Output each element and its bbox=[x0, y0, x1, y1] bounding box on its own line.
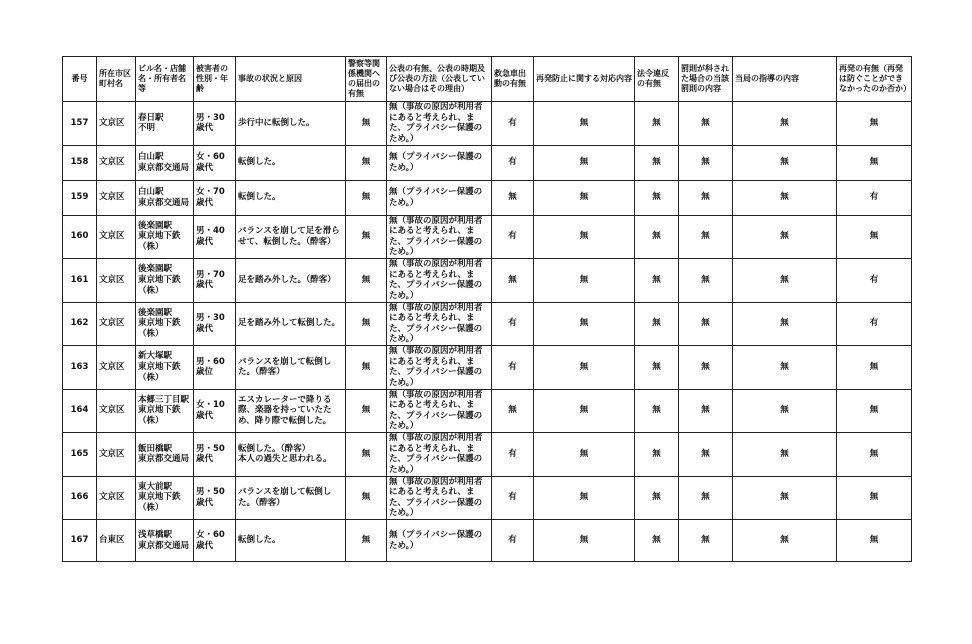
cell-penalty: 無 bbox=[679, 476, 733, 520]
table-row bbox=[63, 476, 912, 520]
cell-building: 白山駅 東京都交通局 bbox=[136, 145, 194, 180]
cell-penalty: 無 bbox=[679, 346, 733, 390]
cell-ambulance: 無 bbox=[492, 259, 534, 303]
cell-situation: 歩行中に転倒した。 bbox=[236, 102, 346, 146]
cell-ward: 文京区 bbox=[97, 302, 136, 346]
cell-prevention: 無 bbox=[534, 302, 635, 346]
cell-publication: 無（プライバシー保護のため。） bbox=[387, 145, 492, 180]
cell-guidance: 無 bbox=[733, 520, 837, 562]
cell-publication: 無（プライバシー保護のため。） bbox=[387, 520, 492, 562]
cell-number: 164 bbox=[63, 389, 97, 433]
cell-publication: 無（プライバシー保護のため。） bbox=[387, 180, 492, 215]
cell-penalty: 無 bbox=[679, 102, 733, 146]
accident-table bbox=[62, 56, 912, 562]
cell-building: 新大塚駅 東京地下鉄（株） bbox=[136, 346, 194, 390]
cell-situation: バランスを崩して転倒した。（酔客） bbox=[236, 476, 346, 520]
cell-ambulance: 有 bbox=[492, 145, 534, 180]
col-header-police: 警察等関係機関への届出の有無 bbox=[346, 57, 387, 102]
table-row bbox=[63, 346, 912, 390]
cell-guidance: 無 bbox=[733, 180, 837, 215]
cell-recurrence: 有 bbox=[837, 180, 912, 215]
cell-ward: 文京区 bbox=[97, 433, 136, 477]
cell-publication: 無（事故の原因が利用者にあると考えられ、また、プライバシー保護のため。） bbox=[387, 302, 492, 346]
cell-publication: 無（事故の原因が利用者にあると考えられ、また、プライバシー保護のため。） bbox=[387, 215, 492, 259]
table-row bbox=[63, 180, 912, 215]
cell-penalty: 無 bbox=[679, 145, 733, 180]
cell-police: 無 bbox=[346, 520, 387, 562]
cell-prevention: 無 bbox=[534, 346, 635, 390]
col-header-guidance: 当局の指導の内容 bbox=[733, 57, 837, 102]
cell-publication: 無（事故の原因が利用者にあると考えられ、また、プライバシー保護のため。） bbox=[387, 476, 492, 520]
cell-victim: 男・50歳代 bbox=[194, 476, 236, 520]
cell-ambulance: 有 bbox=[492, 215, 534, 259]
cell-recurrence: 有 bbox=[837, 259, 912, 303]
cell-police: 無 bbox=[346, 389, 387, 433]
cell-police: 無 bbox=[346, 215, 387, 259]
cell-police: 無 bbox=[346, 476, 387, 520]
cell-police: 無 bbox=[346, 180, 387, 215]
table-row bbox=[63, 145, 912, 180]
cell-publication: 無（事故の原因が利用者にあると考えられ、また、プライバシー保護のため。） bbox=[387, 433, 492, 477]
cell-guidance: 無 bbox=[733, 346, 837, 390]
col-header-building: ビル名・店舗名・所有者名等 bbox=[136, 57, 194, 102]
cell-situation: 足を踏み外した。（酔客） bbox=[236, 259, 346, 303]
accident-report-sheet bbox=[62, 56, 911, 562]
cell-ambulance: 無 bbox=[492, 180, 534, 215]
cell-ward: 文京区 bbox=[97, 145, 136, 180]
cell-prevention: 無 bbox=[534, 433, 635, 477]
cell-ward: 文京区 bbox=[97, 102, 136, 146]
cell-ward: 文京区 bbox=[97, 346, 136, 390]
cell-ward: 文京区 bbox=[97, 259, 136, 303]
cell-ambulance: 無 bbox=[492, 389, 534, 433]
cell-guidance: 無 bbox=[733, 476, 837, 520]
col-header-situation: 事故の状況と原因 bbox=[236, 57, 346, 102]
cell-prevention: 無 bbox=[534, 145, 635, 180]
cell-situation: 転倒した。 bbox=[236, 520, 346, 562]
cell-building: 飯田橋駅 東京都交通局 bbox=[136, 433, 194, 477]
cell-building: 後楽園駅 東京地下鉄（株） bbox=[136, 302, 194, 346]
cell-ambulance: 有 bbox=[492, 520, 534, 562]
cell-publication: 無（事故の原因が利用者にあると考えられ、また、プライバシー保護のため。） bbox=[387, 389, 492, 433]
table-body bbox=[63, 102, 912, 562]
col-header-penalty: 罰則が科された場合の当該罰則の内容 bbox=[679, 57, 733, 102]
cell-ambulance: 有 bbox=[492, 433, 534, 477]
cell-victim: 男・30歳代 bbox=[194, 302, 236, 346]
col-header-victim: 被害者の性別・年齢 bbox=[194, 57, 236, 102]
cell-situation: エスカレーターで降りる際、楽器を持っていたため、降り際で転倒した。 bbox=[236, 389, 346, 433]
cell-police: 無 bbox=[346, 302, 387, 346]
cell-number: 167 bbox=[63, 520, 97, 562]
cell-penalty: 無 bbox=[679, 433, 733, 477]
cell-ward: 文京区 bbox=[97, 180, 136, 215]
cell-situation: 転倒した。（酔客） 本人の過失と思われる。 bbox=[236, 433, 346, 477]
col-header-prevention: 再発防止に関する対応内容 bbox=[534, 57, 635, 102]
cell-number: 162 bbox=[63, 302, 97, 346]
cell-penalty: 無 bbox=[679, 389, 733, 433]
cell-guidance: 無 bbox=[733, 389, 837, 433]
cell-number: 163 bbox=[63, 346, 97, 390]
cell-recurrence: 無 bbox=[837, 476, 912, 520]
cell-number: 157 bbox=[63, 102, 97, 146]
cell-publication: 無（事故の原因が利用者にあると考えられ、また、プライバシー保護のため。） bbox=[387, 102, 492, 146]
cell-guidance: 無 bbox=[733, 433, 837, 477]
col-header-recurrence: 再発の有無（再発は防ぐことができなかったのか否か） bbox=[837, 57, 912, 102]
cell-police: 無 bbox=[346, 259, 387, 303]
cell-recurrence: 無 bbox=[837, 145, 912, 180]
cell-recurrence: 無 bbox=[837, 520, 912, 562]
cell-number: 159 bbox=[63, 180, 97, 215]
cell-building: 後楽園駅 東京地下鉄（株） bbox=[136, 259, 194, 303]
col-header-number: 番号 bbox=[63, 57, 97, 102]
cell-prevention: 無 bbox=[534, 476, 635, 520]
cell-victim: 男・60歳位 bbox=[194, 346, 236, 390]
cell-prevention: 無 bbox=[534, 259, 635, 303]
cell-recurrence: 無 bbox=[837, 102, 912, 146]
cell-number: 161 bbox=[63, 259, 97, 303]
cell-penalty: 無 bbox=[679, 215, 733, 259]
cell-guidance: 無 bbox=[733, 302, 837, 346]
cell-ward: 文京区 bbox=[97, 389, 136, 433]
cell-situation: 転倒した。 bbox=[236, 145, 346, 180]
cell-prevention: 無 bbox=[534, 215, 635, 259]
cell-victim: 男・40歳代 bbox=[194, 215, 236, 259]
cell-guidance: 無 bbox=[733, 145, 837, 180]
cell-situation: 転倒した。 bbox=[236, 180, 346, 215]
cell-police: 無 bbox=[346, 346, 387, 390]
cell-police: 無 bbox=[346, 145, 387, 180]
cell-police: 無 bbox=[346, 102, 387, 146]
table-row bbox=[63, 302, 912, 346]
cell-police: 無 bbox=[346, 433, 387, 477]
cell-building: 本郷三丁目駅 東京地下鉄（株） bbox=[136, 389, 194, 433]
header-row bbox=[63, 57, 912, 102]
cell-prevention: 無 bbox=[534, 180, 635, 215]
cell-ambulance: 有 bbox=[492, 476, 534, 520]
cell-violation: 無 bbox=[635, 145, 679, 180]
cell-victim: 女・60歳代 bbox=[194, 145, 236, 180]
cell-recurrence: 有 bbox=[837, 302, 912, 346]
cell-recurrence: 無 bbox=[837, 389, 912, 433]
cell-number: 165 bbox=[63, 433, 97, 477]
cell-violation: 無 bbox=[635, 346, 679, 390]
cell-prevention: 無 bbox=[534, 389, 635, 433]
cell-violation: 無 bbox=[635, 259, 679, 303]
cell-situation: バランスを崩して転倒した。（酔客） bbox=[236, 346, 346, 390]
cell-building: 白山駅 東京都交通局 bbox=[136, 180, 194, 215]
cell-violation: 無 bbox=[635, 180, 679, 215]
cell-ambulance: 有 bbox=[492, 346, 534, 390]
table-row bbox=[63, 259, 912, 303]
cell-violation: 無 bbox=[635, 215, 679, 259]
cell-violation: 無 bbox=[635, 476, 679, 520]
cell-victim: 女・10歳代 bbox=[194, 389, 236, 433]
table-row bbox=[63, 433, 912, 477]
cell-penalty: 無 bbox=[679, 259, 733, 303]
cell-penalty: 無 bbox=[679, 520, 733, 562]
cell-victim: 女・60歳代 bbox=[194, 520, 236, 562]
col-header-ambulance: 救急車出動の有無 bbox=[492, 57, 534, 102]
cell-victim: 男・50歳代 bbox=[194, 433, 236, 477]
cell-victim: 女・70歳代 bbox=[194, 180, 236, 215]
cell-ambulance: 有 bbox=[492, 302, 534, 346]
cell-ward: 文京区 bbox=[97, 215, 136, 259]
cell-building: 後楽園駅 東京地下鉄（株） bbox=[136, 215, 194, 259]
cell-violation: 無 bbox=[635, 102, 679, 146]
cell-penalty: 無 bbox=[679, 180, 733, 215]
cell-number: 166 bbox=[63, 476, 97, 520]
cell-ambulance: 有 bbox=[492, 102, 534, 146]
cell-recurrence: 無 bbox=[837, 346, 912, 390]
table-row bbox=[63, 389, 912, 433]
cell-guidance: 無 bbox=[733, 102, 837, 146]
cell-violation: 無 bbox=[635, 520, 679, 562]
cell-guidance: 無 bbox=[733, 259, 837, 303]
cell-recurrence: 無 bbox=[837, 215, 912, 259]
cell-ward: 台東区 bbox=[97, 520, 136, 562]
cell-victim: 男・30歳代 bbox=[194, 102, 236, 146]
col-header-violation: 法令違反の有無 bbox=[635, 57, 679, 102]
cell-number: 160 bbox=[63, 215, 97, 259]
cell-ward: 文京区 bbox=[97, 476, 136, 520]
cell-guidance: 無 bbox=[733, 215, 837, 259]
cell-publication: 無（事故の原因が利用者にあると考えられ、また、プライバシー保護のため。） bbox=[387, 259, 492, 303]
cell-situation: 足を踏み外して転倒した。 bbox=[236, 302, 346, 346]
cell-violation: 無 bbox=[635, 389, 679, 433]
cell-prevention: 無 bbox=[534, 102, 635, 146]
cell-publication: 無（事故の原因が利用者にあると考えられ、また、プライバシー保護のため。） bbox=[387, 346, 492, 390]
col-header-publication: 公表の有無、公表の時期及び公表の方法（公表していない場合はその理由） bbox=[387, 57, 492, 102]
cell-building: 浅草橋駅 東京都交通局 bbox=[136, 520, 194, 562]
cell-victim: 男・70歳代 bbox=[194, 259, 236, 303]
table-row bbox=[63, 215, 912, 259]
cell-number: 158 bbox=[63, 145, 97, 180]
cell-violation: 無 bbox=[635, 302, 679, 346]
table-row bbox=[63, 520, 912, 562]
cell-penalty: 無 bbox=[679, 302, 733, 346]
cell-recurrence: 無 bbox=[837, 433, 912, 477]
cell-situation: バランスを崩して足を滑らせて、転倒した。（酔客） bbox=[236, 215, 346, 259]
table-row bbox=[63, 102, 912, 146]
cell-prevention: 無 bbox=[534, 520, 635, 562]
cell-building: 春日駅 不明 bbox=[136, 102, 194, 146]
col-header-ward: 所在市区町村名 bbox=[97, 57, 136, 102]
cell-building: 東大前駅 東京地下鉄（株） bbox=[136, 476, 194, 520]
cell-violation: 無 bbox=[635, 433, 679, 477]
